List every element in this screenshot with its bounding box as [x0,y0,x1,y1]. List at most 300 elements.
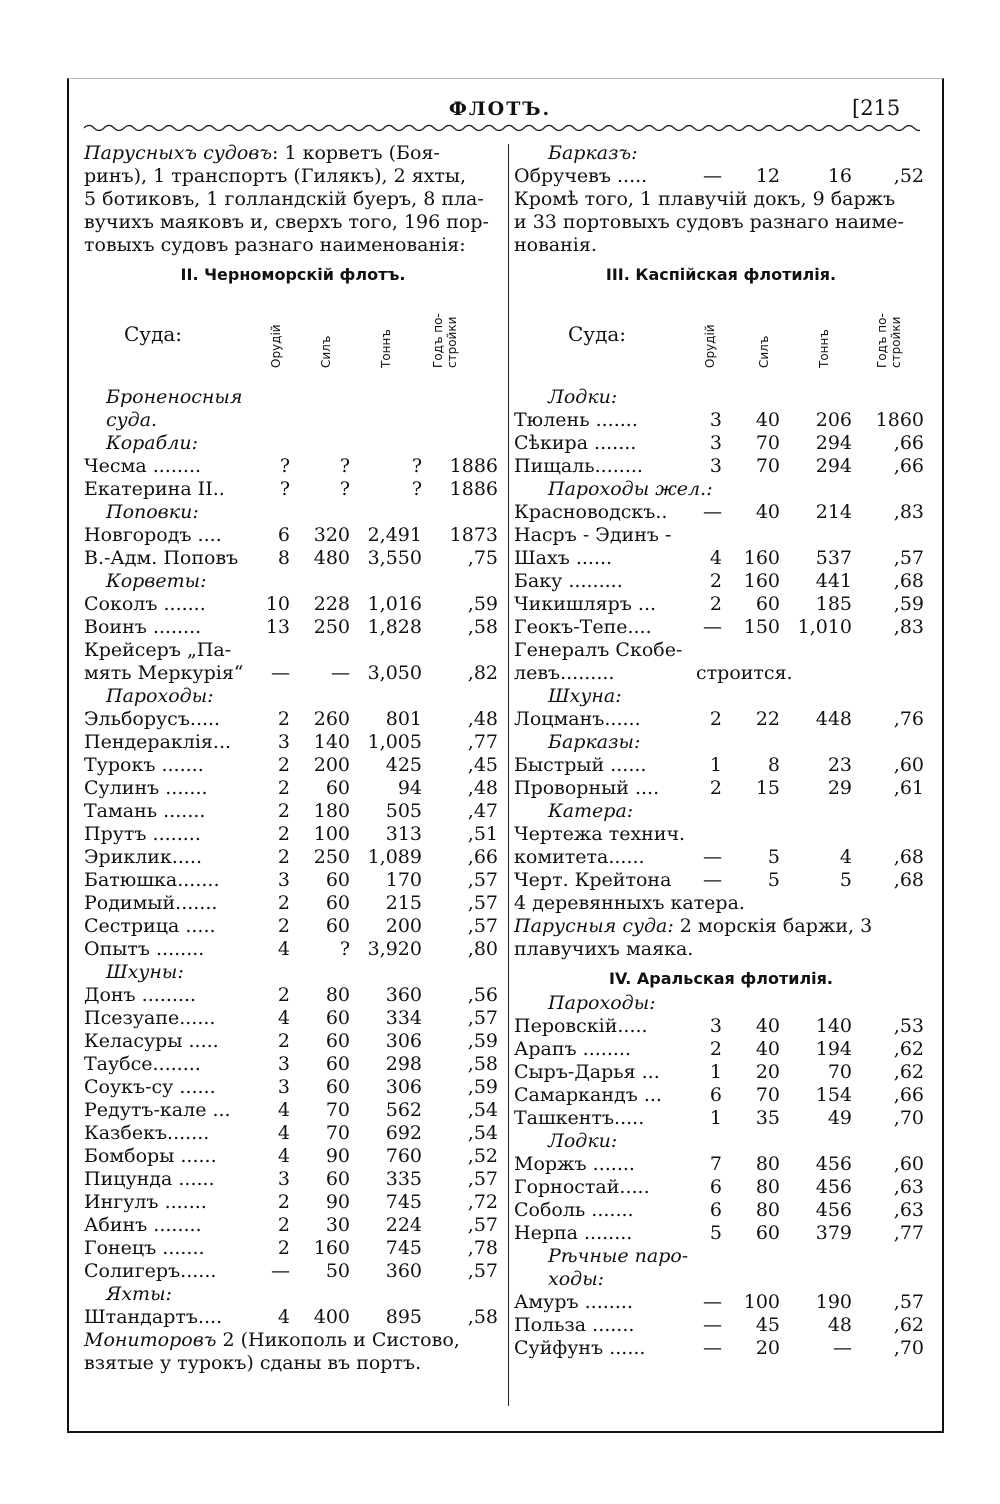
vessel-name: Черт. Крейтона [514,869,672,891]
tons-cell: 215 [385,892,422,914]
guns-cell: 3 [277,1076,290,1098]
vessel-name: левъ......... [514,662,615,684]
table-row [514,1199,928,1222]
text-line [514,892,928,915]
vessel-name: Насръ - Эдинъ - [514,524,672,546]
power-cell: 40 [755,501,780,523]
section-title-black-sea: II. Черноморскій флотъ. [180,265,406,284]
vessel-name: Барказы: [548,731,641,753]
guns-cell: 3 [709,432,722,454]
year-cell: ,60 [893,754,924,776]
page-number: [215 [852,96,901,120]
text-line: нованія. [514,234,597,256]
power-cell: 5 [767,869,780,891]
line-text: 2 морскія баржи, 3 [673,915,873,937]
table-group-heading [84,409,502,432]
table-group-heading [514,800,928,823]
vessel-name: Красноводскъ.. [514,501,668,523]
italic-term: Парусныя суда: [514,915,674,937]
vessel-name: Поповки: [106,501,199,523]
text-line [84,165,502,188]
vessel-name: Казбекъ....... [84,1122,210,1144]
tons-cell: 456 [815,1153,852,1175]
table-row [84,1099,502,1122]
power-cell: 228 [313,593,350,615]
year-cell: ,61 [893,777,924,799]
table-row [514,662,928,685]
table-row [514,501,928,524]
year-cell: ,57 [467,1214,498,1236]
power-cell: 160 [743,570,780,592]
year-cell: 1886 [449,455,498,477]
vessel-name: Пароходы: [106,685,214,707]
table-row [514,708,928,731]
text-line [84,188,502,211]
vessel-name: Турокъ ....... [84,754,204,776]
table-group-heading [514,142,928,165]
table-row [514,570,928,593]
tons-cell: 5 [839,869,852,891]
table-group-heading [514,478,928,501]
power-cell: 140 [313,731,350,753]
power-cell: — [331,662,350,684]
power-cell: 150 [743,616,780,638]
table-row [514,593,928,616]
year-cell: ,54 [467,1122,498,1144]
guns-cell: — [703,1314,722,1336]
tons-cell: 4 [839,846,852,868]
tons-cell: 895 [385,1306,422,1328]
year-cell: ,76 [893,708,924,730]
vessel-name: Самаркандъ ... [514,1084,662,1106]
table-row [84,869,502,892]
vessel-name: Пицунда ...... [84,1168,215,1190]
vessel-name: Соболь ....... [514,1199,634,1221]
table-row [514,409,928,432]
power-cell: 40 [755,1015,780,1037]
line-text: ринъ), 1 транспортъ (Гилякъ), 2 яхты, [84,165,467,187]
tons-cell: 379 [815,1222,852,1244]
vessel-name: Моржъ ....... [514,1153,635,1175]
wavy-rule [84,122,920,134]
vessel-name: Штандартъ.... [84,1306,223,1328]
vessel-name: Донъ ......... [84,984,197,1006]
power-cell: 60 [325,1168,350,1190]
table-row [514,754,928,777]
year-cell: ,57 [467,915,498,937]
vessel-name: Чикишляръ ... [514,593,657,615]
header-year-2: стройки [889,316,903,368]
tons-cell: 537 [815,547,852,569]
vessel-name: Геокъ-Тепе.... [514,616,652,638]
section-title-caspian: III. Каспійская флотилія. [605,265,837,284]
year-cell: ,83 [893,501,924,523]
table-group-heading [84,570,502,593]
power-cell: 180 [313,800,350,822]
text-line [84,1352,502,1375]
year-cell: ,57 [893,547,924,569]
tons-cell: 456 [815,1199,852,1221]
vessel-name: Пищаль........ [514,455,643,477]
year-cell: ,59 [467,1076,498,1098]
guns-cell: 1 [709,1061,722,1083]
guns-cell: 2 [709,1038,722,1060]
vessel-name: Редутъ-кале ... [84,1099,231,1121]
tons-cell: 1,010 [797,616,852,638]
table-row [84,478,502,501]
year-cell: ,60 [893,1153,924,1175]
text-line [84,142,502,165]
guns-cell: — [703,1337,722,1359]
table-group-heading [514,731,928,754]
table-row [84,938,502,961]
vessel-name: Баку ......... [514,570,623,592]
tons-cell: 294 [815,432,852,454]
guns-cell: 2 [277,1214,290,1236]
tons-cell: 505 [385,800,422,822]
table-row [84,846,502,869]
year-cell: ,66 [893,1084,924,1106]
power-cell: 160 [313,1237,350,1259]
guns-cell: 2 [277,1237,290,1259]
power-cell: 60 [325,1030,350,1052]
power-cell: 80 [755,1199,780,1221]
year-cell: ,56 [467,984,498,1006]
power-cell: 50 [325,1260,350,1282]
line-text: : 1 корветъ (Боя- [272,142,440,164]
power-cell: 250 [313,616,350,638]
table-group-heading [84,501,502,524]
vessel-name: Быстрый ...... [514,754,647,776]
mid-note [514,892,928,961]
footer-note [84,1329,502,1375]
year-cell: 1886 [449,478,498,500]
year-cell: ,77 [467,731,498,753]
guns-cell: 3 [709,455,722,477]
line-text: вучихъ маяковъ и, сверхъ того, 196 пор- [84,211,489,233]
header-year-1: Годъ по- [875,313,889,368]
power-cell: 60 [325,869,350,891]
table-group-heading [84,961,502,984]
vessel-name: суда. [106,409,158,431]
table-group-heading [84,432,502,455]
vessel-name: Тюлень ....... [514,409,638,431]
table-row [514,1107,928,1130]
tons-cell: 294 [815,455,852,477]
guns-cell: 4 [277,1306,290,1328]
power-cell: 60 [325,1053,350,1075]
guns-cell: 4 [277,938,290,960]
year-cell: ,48 [467,708,498,730]
status-text: строится. [696,662,793,684]
guns-cell: 2 [709,593,722,615]
vessel-name: Опытъ ........ [84,938,205,960]
guns-cell: — [703,501,722,523]
tons-cell: 745 [385,1237,422,1259]
power-cell: 5 [767,846,780,868]
vessel-name: Амуръ ........ [514,1291,633,1313]
table-row [84,1053,502,1076]
table-row [514,777,928,800]
vessel-name: Пароходы: [548,992,656,1014]
year-cell: ,68 [893,570,924,592]
tons-cell: 3,050 [367,662,422,684]
table-row [84,1076,502,1099]
tons-cell: 49 [827,1107,852,1129]
tons-cell: — [833,1337,852,1359]
guns-cell: 4 [277,1122,290,1144]
table-row [84,1030,502,1053]
tons-cell: 214 [815,501,852,523]
vessel-name: Суйфунъ ...... [514,1337,646,1359]
vessel-name: Таубсе........ [84,1053,201,1075]
tons-cell: 306 [385,1076,422,1098]
header-tons: Тоннъ [379,329,393,368]
guns-cell: 2 [709,777,722,799]
power-cell: ? [339,455,350,477]
tons-cell: 313 [385,823,422,845]
tons-cell: 200 [385,915,422,937]
table-group-heading [514,685,928,708]
guns-cell: 3 [709,1015,722,1037]
table-row [514,165,928,188]
year-cell: ,75 [467,547,498,569]
year-cell: ,82 [467,662,498,684]
vessel-name: Воинъ ........ [84,616,202,638]
power-cell: 12 [755,165,780,187]
table-row [84,616,502,639]
vessel-name: Нерпа ........ [514,1222,633,1244]
power-cell: 45 [755,1314,780,1336]
tons-cell: 224 [385,1214,422,1236]
table-row [84,547,502,570]
tons-cell: 1,828 [367,616,422,638]
table-row [84,593,502,616]
tons-cell: 194 [815,1038,852,1060]
table-row [84,731,502,754]
power-cell: 250 [313,846,350,868]
year-cell: ,68 [893,869,924,891]
guns-cell: 1 [709,1107,722,1129]
guns-cell: — [703,1291,722,1313]
power-cell: 90 [325,1145,350,1167]
table-left [84,386,502,1329]
header-year-1: Годъ по- [431,313,445,368]
guns-cell: 3 [277,731,290,753]
vessel-name: Солигеръ...... [84,1260,217,1282]
year-cell: ,59 [467,1030,498,1052]
guns-cell: 4 [709,547,722,569]
table-row [514,1084,928,1107]
tons-cell: 140 [815,1015,852,1037]
table-row [84,1260,502,1283]
vessel-name: Келасуры ..... [84,1030,219,1052]
guns-cell: 3 [709,409,722,431]
guns-cell: — [703,846,722,868]
guns-cell: 2 [277,892,290,914]
guns-cell: 5 [709,1222,722,1244]
table-group-heading [514,992,928,1015]
vessel-name: Бомборы ...... [84,1145,217,1167]
year-cell: ,83 [893,616,924,638]
guns-cell: — [271,1260,290,1282]
italic-term: Парусныхъ судовъ [84,142,272,164]
guns-cell: 6 [709,1199,722,1221]
vessel-name: Сулинъ ....... [84,777,208,799]
power-cell: 70 [325,1122,350,1144]
column-divider [508,144,509,1406]
vessel-name: Шахъ ...... [514,547,613,569]
vessel-name: Польза ....... [514,1314,635,1336]
vessel-name: Проворный .... [514,777,660,799]
table-row [84,1122,502,1145]
guns-cell: 2 [277,984,290,1006]
tons-cell: 456 [815,1176,852,1198]
tons-cell: 306 [385,1030,422,1052]
power-cell: 60 [755,593,780,615]
year-cell: ,57 [467,892,498,914]
table-row [514,869,928,892]
year-cell: ,57 [467,1007,498,1029]
table-row [84,524,502,547]
header-vessels: Суда: [124,322,183,346]
tons-cell: 1,005 [367,731,422,753]
power-cell: 70 [755,432,780,454]
guns-cell: 4 [277,1007,290,1029]
power-cell: 40 [755,409,780,431]
year-cell: ,57 [467,1168,498,1190]
power-cell: 80 [755,1153,780,1175]
table-row [84,455,502,478]
vessel-name: Чесма ........ [84,455,202,477]
vessel-name: Крейсеръ „Па- [84,639,232,661]
tons-cell: 23 [827,754,852,776]
year-cell: ,59 [893,593,924,615]
guns-cell: 3 [277,1168,290,1190]
year-cell: ,51 [467,823,498,845]
table-row [514,1337,928,1360]
year-cell: ,80 [467,938,498,960]
guns-cell: — [703,616,722,638]
year-cell: ,66 [467,846,498,868]
vessel-name: Обручевъ ..... [514,165,648,187]
table-group-heading [514,1245,928,1268]
vessel-name: Абинъ ........ [84,1214,202,1236]
year-cell: ,72 [467,1191,498,1213]
year-cell: ,70 [893,1337,924,1359]
table-row [514,616,928,639]
vessel-name: Лодки: [548,1130,618,1152]
tons-cell: 1,089 [367,846,422,868]
tons-cell: 448 [815,708,852,730]
vessel-name: Шхуна: [548,685,622,707]
vessel-name: Генералъ Скобе- [514,639,683,661]
table-row [84,1168,502,1191]
text-line [514,915,928,938]
line-text: 5 ботиковъ, 1 голландскій буеръ, 8 пла- [84,188,484,210]
top-note [514,188,928,257]
vessel-name: В.-Адм. Поповъ [84,547,239,569]
text-line: и 33 портовыхъ судовъ разнаго наиме- [514,211,904,233]
header-guns: Орудій [703,324,717,368]
power-cell: 160 [743,547,780,569]
tons-cell: 170 [385,869,422,891]
power-cell: 80 [325,984,350,1006]
table-row [84,1306,502,1329]
vessel-name: Ташкентъ..... [514,1107,645,1129]
guns-cell: 2 [709,708,722,730]
table-header-right [514,288,928,386]
table-caspian [514,386,928,892]
guns-cell: 2 [277,708,290,730]
tons-cell: 1,016 [367,593,422,615]
table-row [84,1145,502,1168]
table-row [84,662,502,685]
guns-cell: 2 [709,570,722,592]
table-row [84,1007,502,1030]
guns-cell: 2 [277,754,290,776]
table-row [514,524,928,547]
guns-cell: 2 [277,1191,290,1213]
vessel-name: Корабли: [106,432,198,454]
year-cell: ,66 [893,455,924,477]
table-row [514,1176,928,1199]
tons-cell: 360 [385,1260,422,1282]
guns-cell: 2 [277,1030,290,1052]
table-row [514,1153,928,1176]
power-cell: 60 [325,892,350,914]
vessel-name: Соколъ ....... [84,593,206,615]
table-right-top [514,142,928,188]
line-text: плавучихъ маяка. [514,938,694,960]
tons-cell: 94 [397,777,422,799]
year-cell: 1873 [449,524,498,546]
vessel-name: Катера: [548,800,634,822]
tons-cell: 3,550 [367,547,422,569]
power-cell: ? [339,938,350,960]
table-row [84,639,502,662]
header-year-2: стройки [445,316,459,368]
power-cell: 320 [313,524,350,546]
year-cell: ,66 [893,432,924,454]
year-cell: ,48 [467,777,498,799]
power-cell: 20 [755,1061,780,1083]
vessel-name: ходы: [548,1268,605,1290]
text-line [84,211,502,234]
vessel-name: Горностай..... [514,1176,650,1198]
guns-cell: 3 [277,1053,290,1075]
tons-cell: 185 [815,593,852,615]
power-cell: 60 [325,1007,350,1029]
tons-cell: 360 [385,984,422,1006]
tons-cell: 154 [815,1084,852,1106]
vessel-name: Корветы: [106,570,207,592]
table-row [84,754,502,777]
tons-cell: ? [411,455,422,477]
header-power: Силъ [757,335,771,368]
vessel-name: Екатерина II.. [84,478,225,500]
guns-cell: ? [279,478,290,500]
table-row [514,1061,928,1084]
year-cell: ,70 [893,1107,924,1129]
table-row [514,1015,928,1038]
year-cell: ,57 [893,1291,924,1313]
vessel-name: комитета...... [514,846,645,868]
guns-cell: 1 [709,754,722,776]
vessel-name: Чертежа технич. [514,823,686,845]
power-cell: 70 [755,1084,780,1106]
tons-cell: 206 [815,409,852,431]
